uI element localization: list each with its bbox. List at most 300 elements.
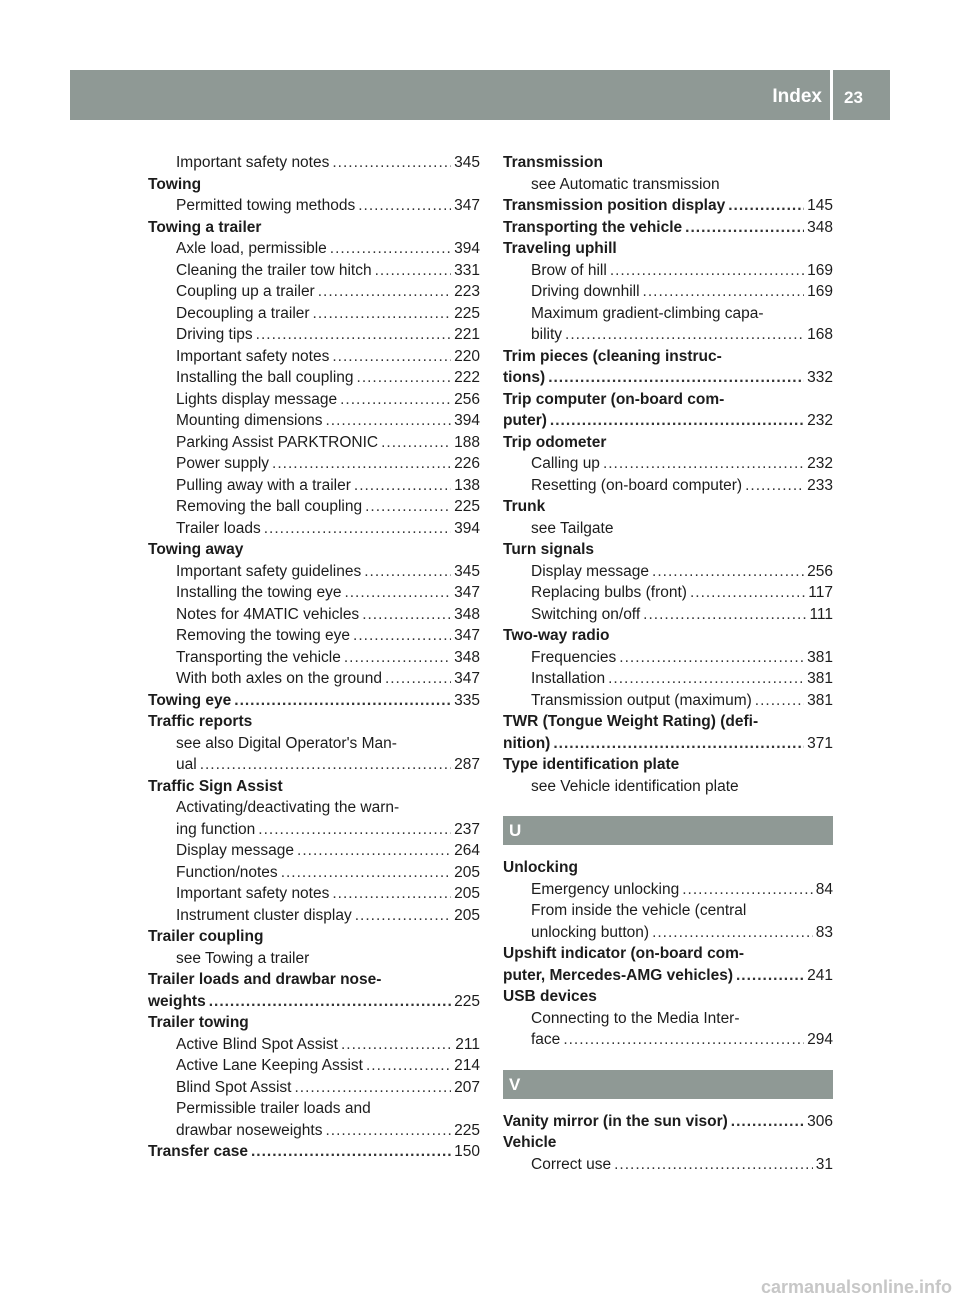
dot-leader — [550, 410, 804, 432]
entry-text: Trunk — [503, 498, 546, 515]
dot-leader — [608, 668, 804, 690]
dot-leader — [385, 668, 451, 690]
entry-text: Towing away — [148, 541, 244, 558]
section-letter: V — [503, 1070, 833, 1099]
header-separator — [830, 70, 833, 120]
entry-text: see Automatic transmission — [531, 175, 720, 193]
page-ref[interactable]: 225 — [454, 992, 480, 1010]
dot-leader — [340, 389, 451, 411]
entry-text: Emergency unlocking — [531, 880, 680, 898]
entry-text: bility — [531, 326, 563, 343]
dot-leader — [357, 367, 452, 389]
dot-leader — [313, 303, 452, 325]
dot-leader — [565, 324, 804, 346]
entry-text: Coupling up a trailer — [176, 283, 315, 300]
dot-leader — [325, 1120, 451, 1142]
entry-text: see Towing a trailer — [176, 949, 310, 967]
dot-leader — [251, 1141, 451, 1163]
index-subentry — [503, 922, 833, 944]
entry-text: Towing eye — [148, 691, 232, 709]
entry-text: Towing a trailer — [148, 218, 262, 236]
entry-text: Lights display message — [176, 390, 338, 408]
entry-text: Trip computer (on-board com- — [503, 390, 725, 408]
page-ref[interactable]: 347 — [454, 627, 480, 644]
dot-leader — [682, 879, 813, 901]
entry-text: Active Blind Spot Assist — [176, 1035, 338, 1053]
entry-text: Important safety notes — [176, 885, 330, 902]
entry-text: Trim pieces (cleaning instruc- — [503, 347, 722, 365]
entry-text: Important safety notes — [176, 154, 330, 171]
page-ref[interactable]: 381 — [807, 648, 833, 666]
index-subentry — [148, 453, 480, 475]
index-heading — [148, 174, 480, 196]
dot-leader — [731, 1111, 804, 1133]
index-subentry — [148, 260, 480, 282]
dot-leader — [358, 195, 451, 217]
index-heading — [503, 367, 833, 389]
index-subentry — [503, 900, 833, 922]
dot-leader — [209, 991, 451, 1013]
index-subentry — [503, 690, 833, 712]
index-subentry — [148, 496, 480, 518]
entry-text: Instrument cluster display — [176, 906, 352, 924]
index-subentry — [148, 410, 480, 432]
index-subentry — [148, 733, 480, 755]
page-ref[interactable]: 348 — [454, 648, 480, 666]
dot-leader — [330, 238, 451, 260]
dot-leader — [264, 518, 451, 540]
dot-leader — [362, 604, 451, 626]
dot-leader — [364, 561, 451, 583]
page-ref[interactable]: 331 — [454, 261, 480, 279]
index-heading — [503, 1132, 833, 1154]
entry-text: nition) — [503, 734, 551, 752]
page-title: Index — [772, 86, 822, 107]
index-subentry — [148, 905, 480, 927]
entry-text: Removing the towing eye — [176, 627, 351, 644]
dot-leader — [728, 195, 804, 217]
entry-text: Two-way radio — [503, 627, 610, 644]
dot-leader — [272, 453, 451, 475]
index-subentry — [148, 883, 480, 905]
entry-text: Traffic Sign Assist — [148, 777, 283, 795]
entry-text: From inside the vehicle (central — [531, 902, 747, 919]
section-letter: U — [503, 816, 833, 845]
index-subentry — [503, 260, 833, 282]
entry-text: unlocking button) — [531, 923, 650, 941]
entry-text: Traveling uphill — [503, 240, 617, 257]
entry-text: Pulling away with a trailer — [176, 476, 351, 494]
index-subentry — [148, 475, 480, 497]
entry-text: puter, Mercedes-AMG vehicles) — [503, 966, 733, 984]
page-ref[interactable]: 394 — [454, 519, 480, 537]
dot-leader — [643, 281, 805, 303]
index-column-right — [503, 152, 833, 1175]
page-ref[interactable]: 169 — [807, 283, 833, 300]
index-subentry — [148, 668, 480, 690]
entry-text: ing function — [176, 820, 256, 838]
entry-text: Vehicle — [503, 1134, 557, 1151]
entry-text: ual — [176, 756, 197, 773]
entry-text: Correct use — [531, 1155, 612, 1173]
dot-leader — [325, 410, 451, 432]
index-subentry — [503, 475, 833, 497]
page-ref[interactable]: 332 — [807, 369, 833, 386]
dot-leader — [619, 647, 804, 669]
index-subentry — [148, 281, 480, 303]
entry-text: Power supply — [176, 455, 270, 472]
page-ref[interactable]: 211 — [455, 1035, 480, 1053]
index-subentry — [148, 582, 480, 604]
index-heading — [503, 943, 833, 965]
dot-leader — [332, 152, 451, 174]
entry-text: drawbar noseweights — [176, 1121, 323, 1139]
page-ref[interactable]: 264 — [454, 842, 480, 859]
dot-leader — [690, 582, 805, 604]
index-heading — [503, 1111, 833, 1133]
index-heading — [148, 217, 480, 239]
index-heading — [148, 690, 480, 712]
index-heading — [503, 410, 833, 432]
page-ref[interactable]: 306 — [807, 1112, 833, 1130]
dot-leader — [652, 561, 804, 583]
entry-text: Maximum gradient-climbing capa- — [531, 304, 764, 322]
index-heading — [503, 389, 833, 411]
index-subentry — [148, 1034, 480, 1056]
dot-leader — [344, 647, 451, 669]
page-ref[interactable]: 348 — [454, 605, 480, 623]
entry-text: With both axles on the ground — [176, 670, 382, 687]
page-ref[interactable]: 345 — [454, 154, 480, 171]
dot-leader — [366, 1055, 451, 1077]
entry-text: see also Digital Operator's Man- — [176, 734, 397, 752]
index-subentry — [148, 561, 480, 583]
dot-leader — [652, 922, 813, 944]
page-ref[interactable]: 169 — [807, 261, 833, 279]
dot-leader — [614, 1154, 813, 1176]
entry-text: Display message — [176, 842, 295, 859]
dot-leader — [548, 367, 804, 389]
entry-text: Function/notes — [176, 863, 278, 881]
index-column-left — [148, 152, 480, 1163]
entry-text: Parking Assist PARKTRONIC — [176, 433, 379, 451]
index-heading — [503, 152, 833, 174]
dot-leader — [353, 625, 451, 647]
page-ref[interactable]: 214 — [454, 1057, 480, 1074]
index-subentry — [148, 840, 480, 862]
index-subentry — [148, 518, 480, 540]
index-heading — [503, 754, 833, 776]
page-ref[interactable]: 225 — [454, 304, 480, 322]
dot-leader — [643, 604, 806, 626]
index-heading — [148, 926, 480, 948]
index-heading — [503, 195, 833, 217]
entry-text: TWR (Tongue Weight Rating) (defi- — [503, 713, 759, 730]
entry-text: weights — [148, 992, 206, 1010]
index-subentry — [148, 625, 480, 647]
entry-text: Permissible trailer loads and — [176, 1100, 371, 1117]
index-subentry — [148, 152, 480, 174]
index-heading — [503, 986, 833, 1008]
entry-text: Trailer loads — [176, 519, 261, 537]
entry-text: Trailer loads and drawbar nose- — [148, 971, 382, 988]
page-ref[interactable]: 83 — [815, 923, 833, 941]
index-subentry — [503, 174, 833, 196]
page-ref[interactable]: 225 — [454, 1121, 480, 1139]
entry-text: Replacing bulbs (front) — [531, 584, 687, 601]
entry-text: tions) — [503, 369, 546, 386]
page-ref[interactable]: 287 — [454, 756, 480, 773]
entry-text: Trip odometer — [503, 433, 607, 451]
page-ref[interactable]: 138 — [454, 476, 480, 494]
index-heading — [503, 346, 833, 368]
entry-text: Installing the ball coupling — [176, 369, 354, 386]
index-heading — [503, 238, 833, 260]
header-bar — [70, 70, 890, 120]
entry-text: Important safety guidelines — [176, 562, 362, 580]
entry-text: Activating/deactivating the warn- — [176, 799, 400, 816]
page-ref[interactable]: 381 — [807, 670, 833, 687]
index-heading — [148, 991, 480, 1013]
dot-leader — [344, 582, 451, 604]
index-heading — [503, 625, 833, 647]
entry-text: Axle load, permissible — [176, 240, 327, 257]
index-heading — [503, 432, 833, 454]
entry-text: Blind Spot Assist — [176, 1078, 292, 1096]
dot-leader — [685, 217, 804, 239]
index-subentry — [503, 582, 833, 604]
page-ref[interactable]: 205 — [454, 863, 480, 881]
entry-text: Connecting to the Media Inter- — [531, 1009, 740, 1027]
dot-leader — [755, 690, 804, 712]
page-number: 23 — [844, 88, 863, 107]
dot-leader — [563, 1029, 804, 1051]
page-ref[interactable]: 232 — [807, 412, 833, 429]
entry-text: Switching on/off — [531, 605, 641, 623]
index-subentry — [503, 518, 833, 540]
index-subentry — [503, 604, 833, 626]
page-ref[interactable]: 84 — [815, 880, 833, 898]
index-subentry — [503, 647, 833, 669]
page-ref[interactable]: 347 — [454, 584, 480, 601]
page-ref[interactable]: 145 — [807, 197, 833, 214]
dot-leader — [365, 496, 451, 518]
entry-text: Driving downhill — [531, 283, 640, 300]
index-subentry — [503, 668, 833, 690]
entry-text: puter) — [503, 412, 547, 429]
entry-text: Turn signals — [503, 541, 595, 558]
index-subentry — [148, 647, 480, 669]
entry-text: Installation — [531, 670, 606, 687]
entry-text: Transmission — [503, 154, 603, 171]
page-ref[interactable]: 117 — [808, 584, 833, 601]
entry-text: Cleaning the trailer tow hitch — [176, 261, 372, 279]
index-subentry — [148, 238, 480, 260]
entry-text: Trailer coupling — [148, 928, 264, 945]
dot-leader — [553, 733, 804, 755]
dot-leader — [281, 862, 451, 884]
entry-text: Driving tips — [176, 326, 253, 343]
dot-leader — [318, 281, 451, 303]
index-subentry — [503, 1029, 833, 1051]
entry-text: Towing — [148, 175, 202, 193]
index-subentry — [148, 1077, 480, 1099]
page-ref[interactable]: 225 — [454, 498, 480, 515]
dot-leader — [234, 690, 451, 712]
index-subentry — [148, 819, 480, 841]
entry-text: see Tailgate — [531, 519, 614, 537]
index-subentry — [503, 281, 833, 303]
entry-text: Frequencies — [531, 648, 617, 666]
index-subentry — [503, 324, 833, 346]
dot-leader — [381, 432, 451, 454]
page-ref[interactable]: 220 — [454, 347, 480, 365]
page-ref[interactable]: 347 — [454, 197, 480, 214]
dot-leader — [745, 475, 804, 497]
entry-text: see Vehicle identification plate — [531, 777, 739, 795]
index-subentry — [503, 776, 833, 798]
index-subentry — [148, 604, 480, 626]
entry-text: Transmission output (maximum) — [531, 691, 752, 709]
page-ref[interactable]: 345 — [454, 562, 480, 580]
page-ref[interactable]: 223 — [454, 283, 480, 300]
index-subentry — [148, 797, 480, 819]
entry-text: Decoupling a trailer — [176, 304, 310, 322]
page-ref[interactable]: 168 — [807, 326, 833, 343]
index-subentry — [148, 862, 480, 884]
entry-text: Display message — [531, 562, 650, 580]
page-ref[interactable]: 222 — [454, 369, 480, 386]
entry-text: Unlocking — [503, 859, 578, 876]
entry-text: Removing the ball coupling — [176, 498, 363, 515]
index-subentry — [148, 1120, 480, 1142]
page-ref[interactable]: 335 — [454, 691, 480, 709]
page-ref[interactable]: 226 — [454, 455, 480, 472]
index-heading — [148, 969, 480, 991]
index-subentry — [148, 346, 480, 368]
page-ref[interactable]: 221 — [454, 326, 480, 343]
entry-text: Transmission position display — [503, 197, 726, 214]
page-ref[interactable]: 31 — [815, 1155, 833, 1173]
index-heading — [503, 965, 833, 987]
entry-text: Transporting the vehicle — [503, 218, 683, 236]
dot-leader — [355, 905, 451, 927]
page-ref[interactable]: 205 — [454, 885, 480, 902]
entry-text: Upshift indicator (on-board com- — [503, 945, 745, 962]
entry-text: Type identification plate — [503, 756, 680, 773]
index-subentry — [148, 195, 480, 217]
page-ref[interactable]: 256 — [454, 390, 480, 408]
index-heading — [503, 217, 833, 239]
page-ref[interactable]: 111 — [809, 605, 833, 623]
index-subentry — [148, 389, 480, 411]
entry-text: Brow of hill — [531, 261, 607, 279]
index-heading — [148, 711, 480, 733]
entry-text: Notes for 4MATIC vehicles — [176, 605, 360, 623]
index-heading — [148, 1012, 480, 1034]
watermark: carmanualsonline.info — [760, 1277, 952, 1297]
index-subentry — [148, 324, 480, 346]
page-ref[interactable]: 241 — [807, 966, 833, 984]
page-ref[interactable]: 237 — [454, 820, 480, 838]
index-subentry — [503, 303, 833, 325]
dot-leader — [341, 1034, 452, 1056]
entry-text: Mounting dimensions — [176, 412, 323, 429]
index-subentry — [503, 561, 833, 583]
dot-leader — [610, 260, 804, 282]
page-ref[interactable]: 150 — [454, 1143, 480, 1160]
index-subentry — [503, 1008, 833, 1030]
index-heading — [503, 857, 833, 879]
entry-text: Trailer towing — [148, 1014, 249, 1031]
entry-text: Calling up — [531, 455, 600, 472]
entry-text: Resetting (on-board computer) — [531, 476, 743, 494]
dot-leader — [375, 260, 452, 282]
entry-text: face — [531, 1031, 561, 1048]
index-subentry — [148, 754, 480, 776]
dot-leader — [258, 819, 451, 841]
entry-text: Active Lane Keeping Assist — [176, 1057, 363, 1074]
dot-leader — [332, 346, 451, 368]
index-heading — [503, 539, 833, 561]
entry-text: Important safety notes — [176, 347, 330, 365]
entry-text: Vanity mirror (in the sun visor) — [503, 1112, 728, 1130]
page-ref[interactable]: 294 — [807, 1031, 833, 1048]
index-subentry — [503, 879, 833, 901]
page-ref[interactable]: 207 — [454, 1078, 480, 1096]
page-ref[interactable]: 381 — [807, 691, 833, 709]
page-ref[interactable]: 371 — [807, 734, 833, 752]
page-ref[interactable]: 256 — [807, 562, 833, 580]
dot-leader — [294, 1077, 451, 1099]
dot-leader — [332, 883, 451, 905]
index-subentry — [503, 453, 833, 475]
dot-leader — [200, 754, 451, 776]
index-subentry — [148, 1098, 480, 1120]
dot-leader — [256, 324, 451, 346]
page-ref[interactable]: 347 — [454, 670, 480, 687]
page-ref[interactable]: 232 — [807, 455, 833, 472]
page-ref[interactable]: 233 — [807, 476, 833, 494]
index-subentry — [148, 948, 480, 970]
dot-leader — [736, 965, 804, 987]
index-heading — [503, 711, 833, 733]
index-heading — [148, 776, 480, 798]
page-ref[interactable]: 188 — [454, 433, 480, 451]
index-heading — [148, 1141, 480, 1163]
page-ref[interactable]: 348 — [807, 218, 833, 236]
entry-text: Installing the towing eye — [176, 584, 342, 601]
index-subentry — [148, 367, 480, 389]
index-subentry — [148, 303, 480, 325]
entry-text: USB devices — [503, 988, 597, 1005]
index-subentry — [148, 432, 480, 454]
index-heading — [503, 733, 833, 755]
page-ref[interactable]: 394 — [454, 240, 480, 257]
dot-leader — [354, 475, 451, 497]
dot-leader — [603, 453, 804, 475]
entry-text: Permitted towing methods — [176, 197, 356, 214]
page-ref[interactable]: 394 — [454, 412, 480, 429]
index-subentry — [148, 1055, 480, 1077]
entry-text: Transfer case — [148, 1143, 248, 1160]
index-subentry — [503, 1154, 833, 1176]
entry-text: Transporting the vehicle — [176, 648, 341, 666]
page-ref[interactable]: 205 — [454, 906, 480, 924]
index-heading — [148, 539, 480, 561]
index-heading — [503, 496, 833, 518]
entry-text: Traffic reports — [148, 713, 253, 730]
